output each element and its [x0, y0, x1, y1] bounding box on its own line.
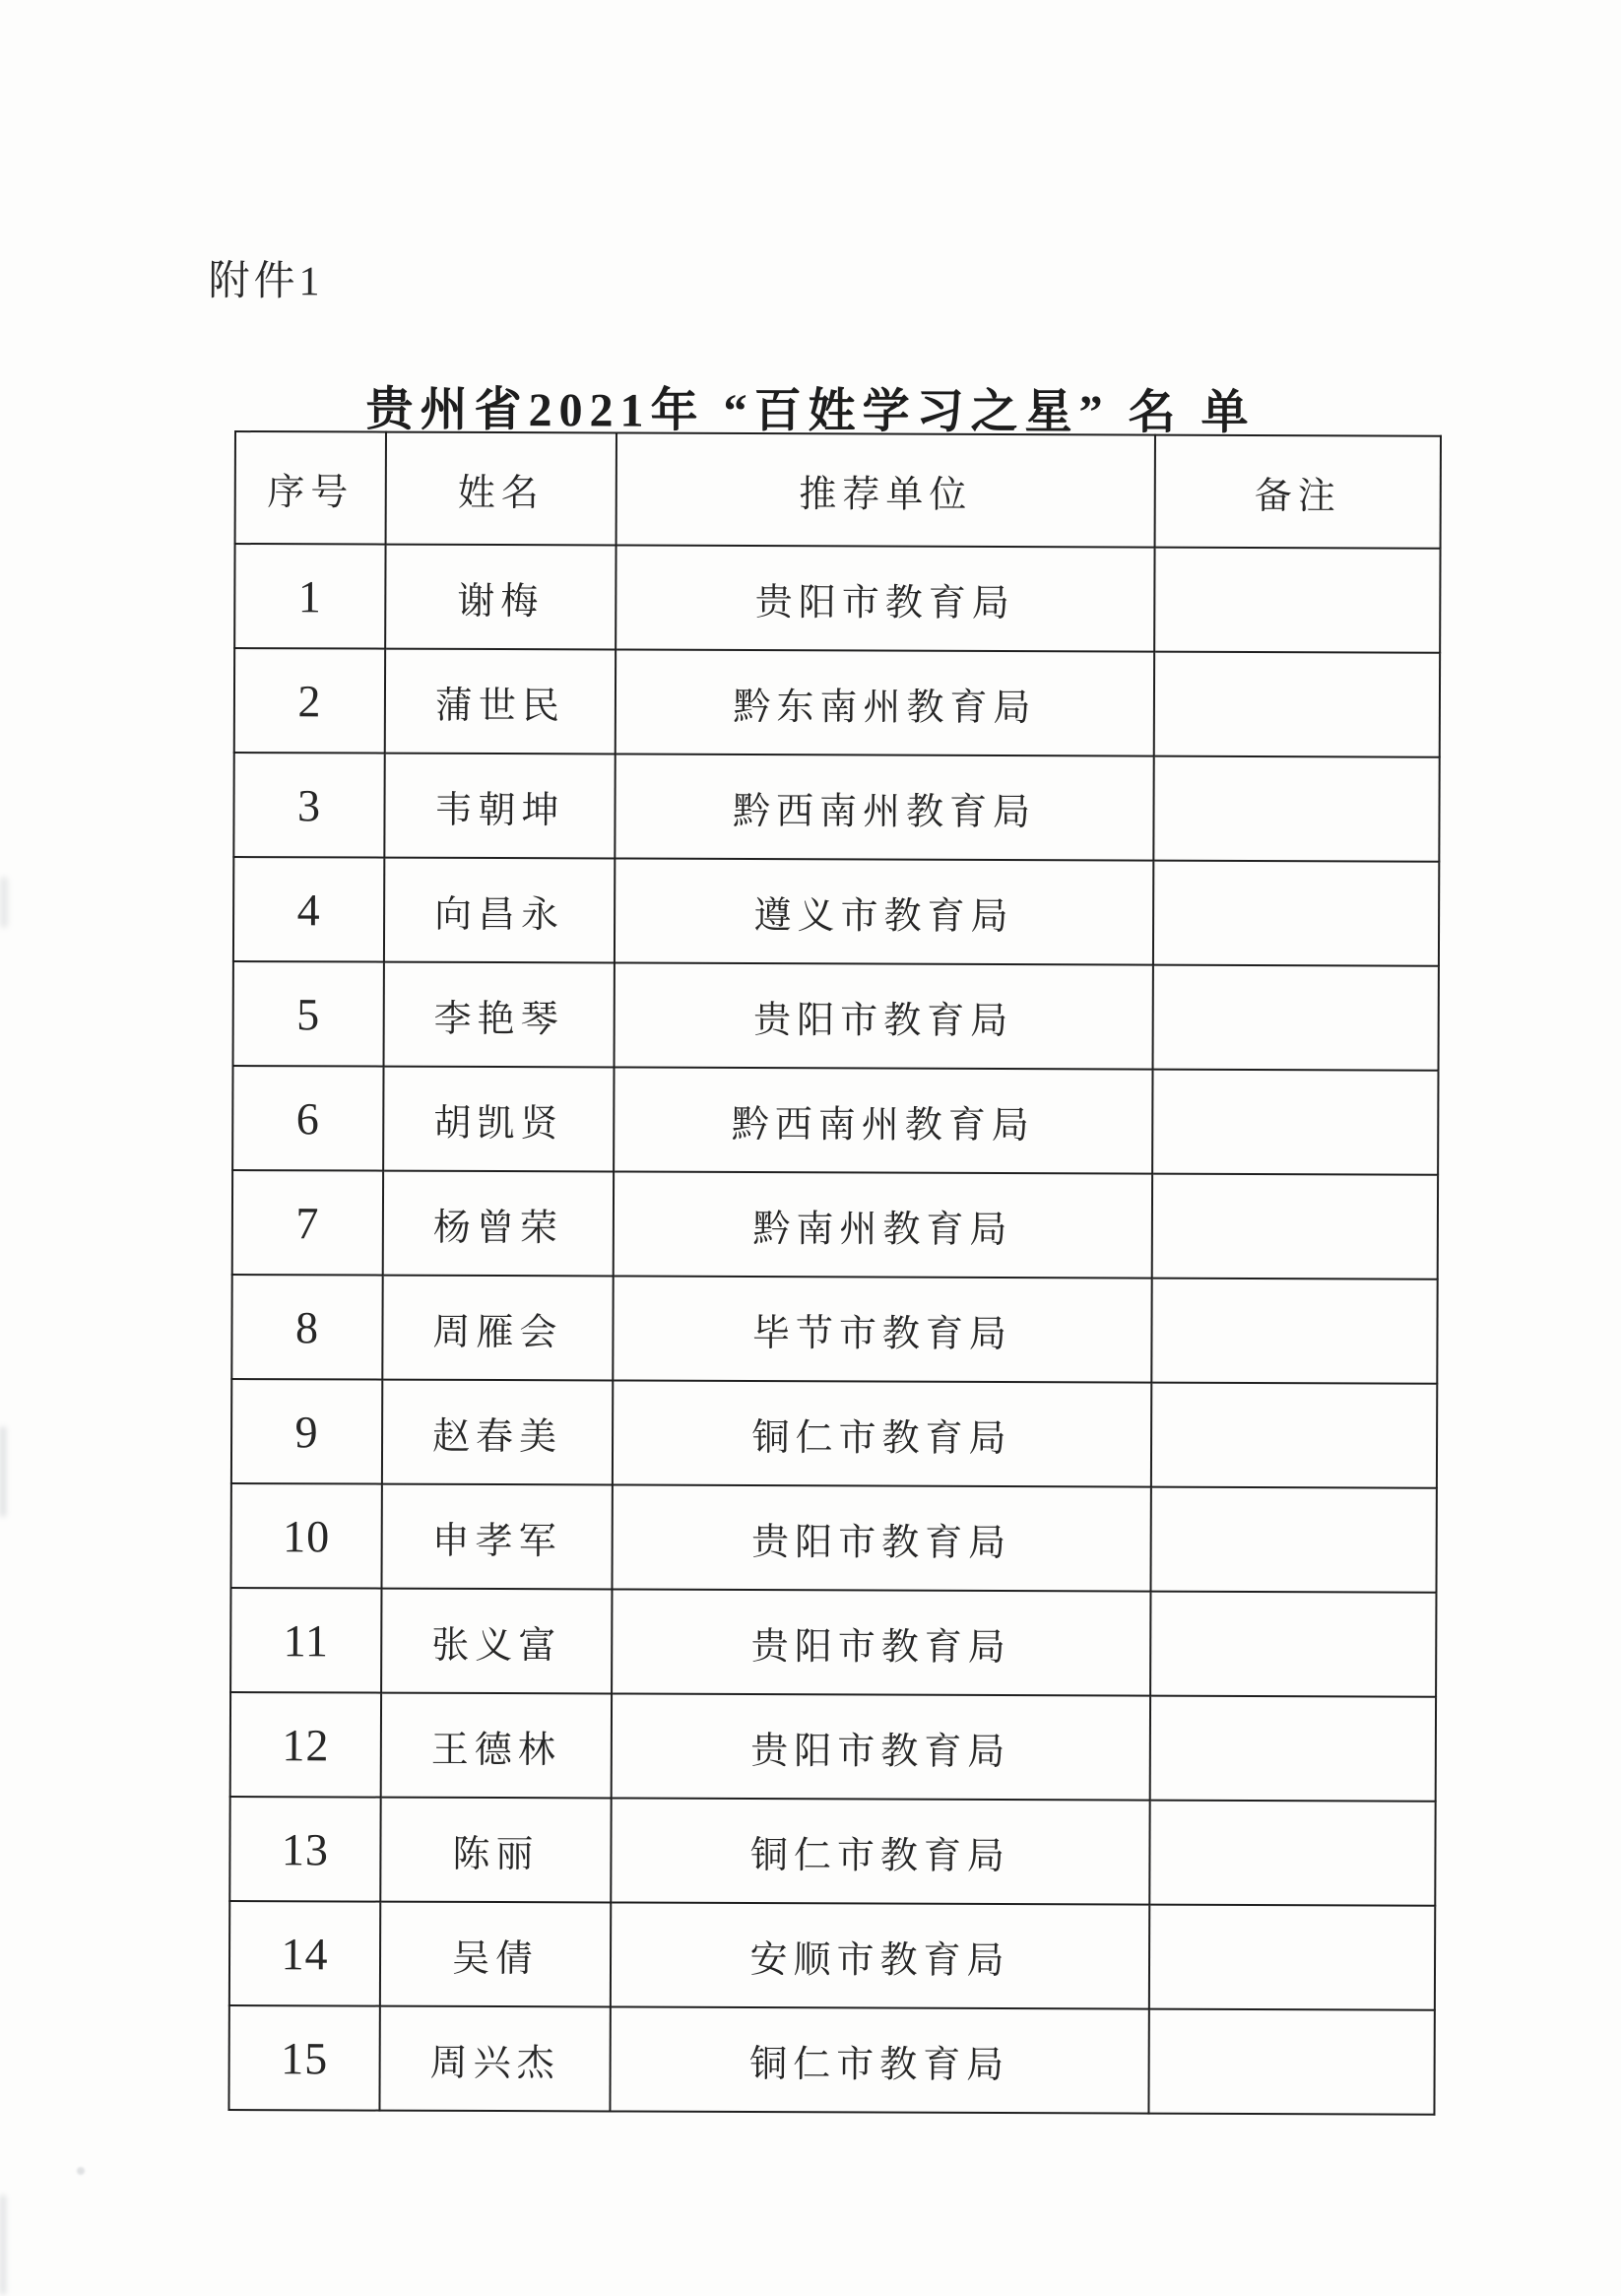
- cell-remark: [1154, 652, 1440, 757]
- cell-unit: 黔南州教育局: [614, 1171, 1152, 1278]
- cell-remark: [1153, 756, 1439, 862]
- cell-remark: [1152, 1174, 1438, 1279]
- header-cell-name: 姓名: [386, 432, 616, 546]
- document-title: 贵州省2021年 “百姓学习之星” 名 单: [365, 383, 1256, 439]
- cell-no: 15: [228, 2005, 379, 2111]
- table-row: [229, 1797, 1435, 1906]
- cell-remark: [1153, 965, 1439, 1071]
- cell-no: 5: [233, 961, 384, 1067]
- cell-remark: [1151, 1279, 1437, 1384]
- header-cell-no: 序号: [235, 431, 386, 545]
- cell-unit: 贵阳市教育局: [615, 962, 1153, 1069]
- table-row: [234, 648, 1440, 757]
- header-cell-remark: 备注: [1155, 435, 1441, 549]
- cell-no: 6: [232, 1066, 383, 1171]
- cell-name: 赵春美: [382, 1380, 613, 1485]
- cell-name: 胡凯贤: [383, 1067, 614, 1172]
- cell-name: 蒲世民: [385, 649, 616, 754]
- star-roster-table: [227, 430, 1442, 2116]
- cell-name: 王德林: [381, 1693, 612, 1799]
- cell-no: 2: [234, 648, 385, 754]
- cell-unit: 铜仁市教育局: [611, 1798, 1149, 1904]
- cell-remark: [1153, 861, 1439, 966]
- cell-name: 李艳琴: [384, 962, 615, 1068]
- table-row: [232, 1170, 1438, 1279]
- cell-no: 9: [231, 1379, 382, 1484]
- cell-unit: 贵阳市教育局: [612, 1484, 1150, 1591]
- cell-remark: [1148, 2009, 1434, 2115]
- cell-unit: 铜仁市教育局: [613, 1380, 1151, 1486]
- cell-name: 张义富: [381, 1589, 612, 1694]
- cell-remark: [1151, 1383, 1437, 1488]
- table-row: [233, 753, 1439, 862]
- cell-unit: 黔西南州教育局: [615, 754, 1153, 860]
- cell-no: 11: [230, 1588, 381, 1693]
- table-row: [231, 1275, 1437, 1384]
- cell-no: 7: [232, 1170, 383, 1276]
- cell-unit: 铜仁市教育局: [610, 2006, 1148, 2113]
- cell-unit: 遵义市教育局: [615, 858, 1153, 964]
- cell-unit: 毕节市教育局: [613, 1276, 1151, 1382]
- cell-name: 申孝军: [381, 1484, 612, 1590]
- cell-remark: [1152, 1070, 1438, 1175]
- cell-name: 向昌永: [384, 858, 615, 963]
- cell-unit: 黔东南州教育局: [616, 649, 1154, 755]
- cell-remark: [1150, 1487, 1436, 1593]
- table-row: [231, 1379, 1437, 1488]
- cell-name: 谢梅: [385, 545, 616, 650]
- cell-name: 杨曾荣: [383, 1171, 614, 1277]
- cell-unit: 黔西南州教育局: [614, 1067, 1152, 1173]
- cell-unit: 贵阳市教育局: [612, 1693, 1150, 1800]
- table-row: [232, 1066, 1438, 1175]
- cell-name: 吴倩: [380, 1902, 611, 2007]
- table-row: [233, 961, 1439, 1071]
- cell-remark: [1150, 1592, 1436, 1697]
- cell-unit: 贵阳市教育局: [616, 545, 1154, 651]
- cell-unit: 安顺市教育局: [611, 1902, 1149, 2008]
- table-row: [230, 1483, 1436, 1593]
- cell-name: 周雁会: [382, 1276, 613, 1381]
- cell-remark: [1150, 1696, 1436, 1802]
- table-body: [228, 544, 1440, 2115]
- cell-no: 3: [233, 753, 384, 858]
- table-row: [228, 2005, 1434, 2115]
- cell-remark: [1154, 548, 1440, 653]
- header-cell-unit: 推荐单位: [616, 432, 1155, 547]
- cell-no: 12: [230, 1692, 381, 1798]
- cell-remark: [1149, 1801, 1435, 1906]
- table-row: [230, 1692, 1436, 1802]
- cell-no: 13: [229, 1797, 380, 1902]
- cell-name: 周兴杰: [379, 2006, 610, 2112]
- table-row: [229, 1901, 1435, 2010]
- cell-no: 1: [234, 544, 385, 649]
- table-header-row: [235, 431, 1441, 549]
- cell-no: 14: [229, 1901, 380, 2006]
- cell-name: 韦朝坤: [384, 754, 615, 859]
- table-row: [230, 1588, 1436, 1697]
- cell-unit: 贵阳市教育局: [612, 1589, 1150, 1695]
- table-row: [233, 857, 1439, 966]
- cell-no: 4: [233, 857, 384, 962]
- table-row: [234, 544, 1440, 653]
- cell-name: 陈丽: [380, 1798, 611, 1903]
- cell-no: 10: [230, 1483, 381, 1589]
- attachment-label: 附件1: [208, 258, 324, 305]
- cell-no: 8: [231, 1275, 382, 1380]
- cell-remark: [1149, 1905, 1435, 2010]
